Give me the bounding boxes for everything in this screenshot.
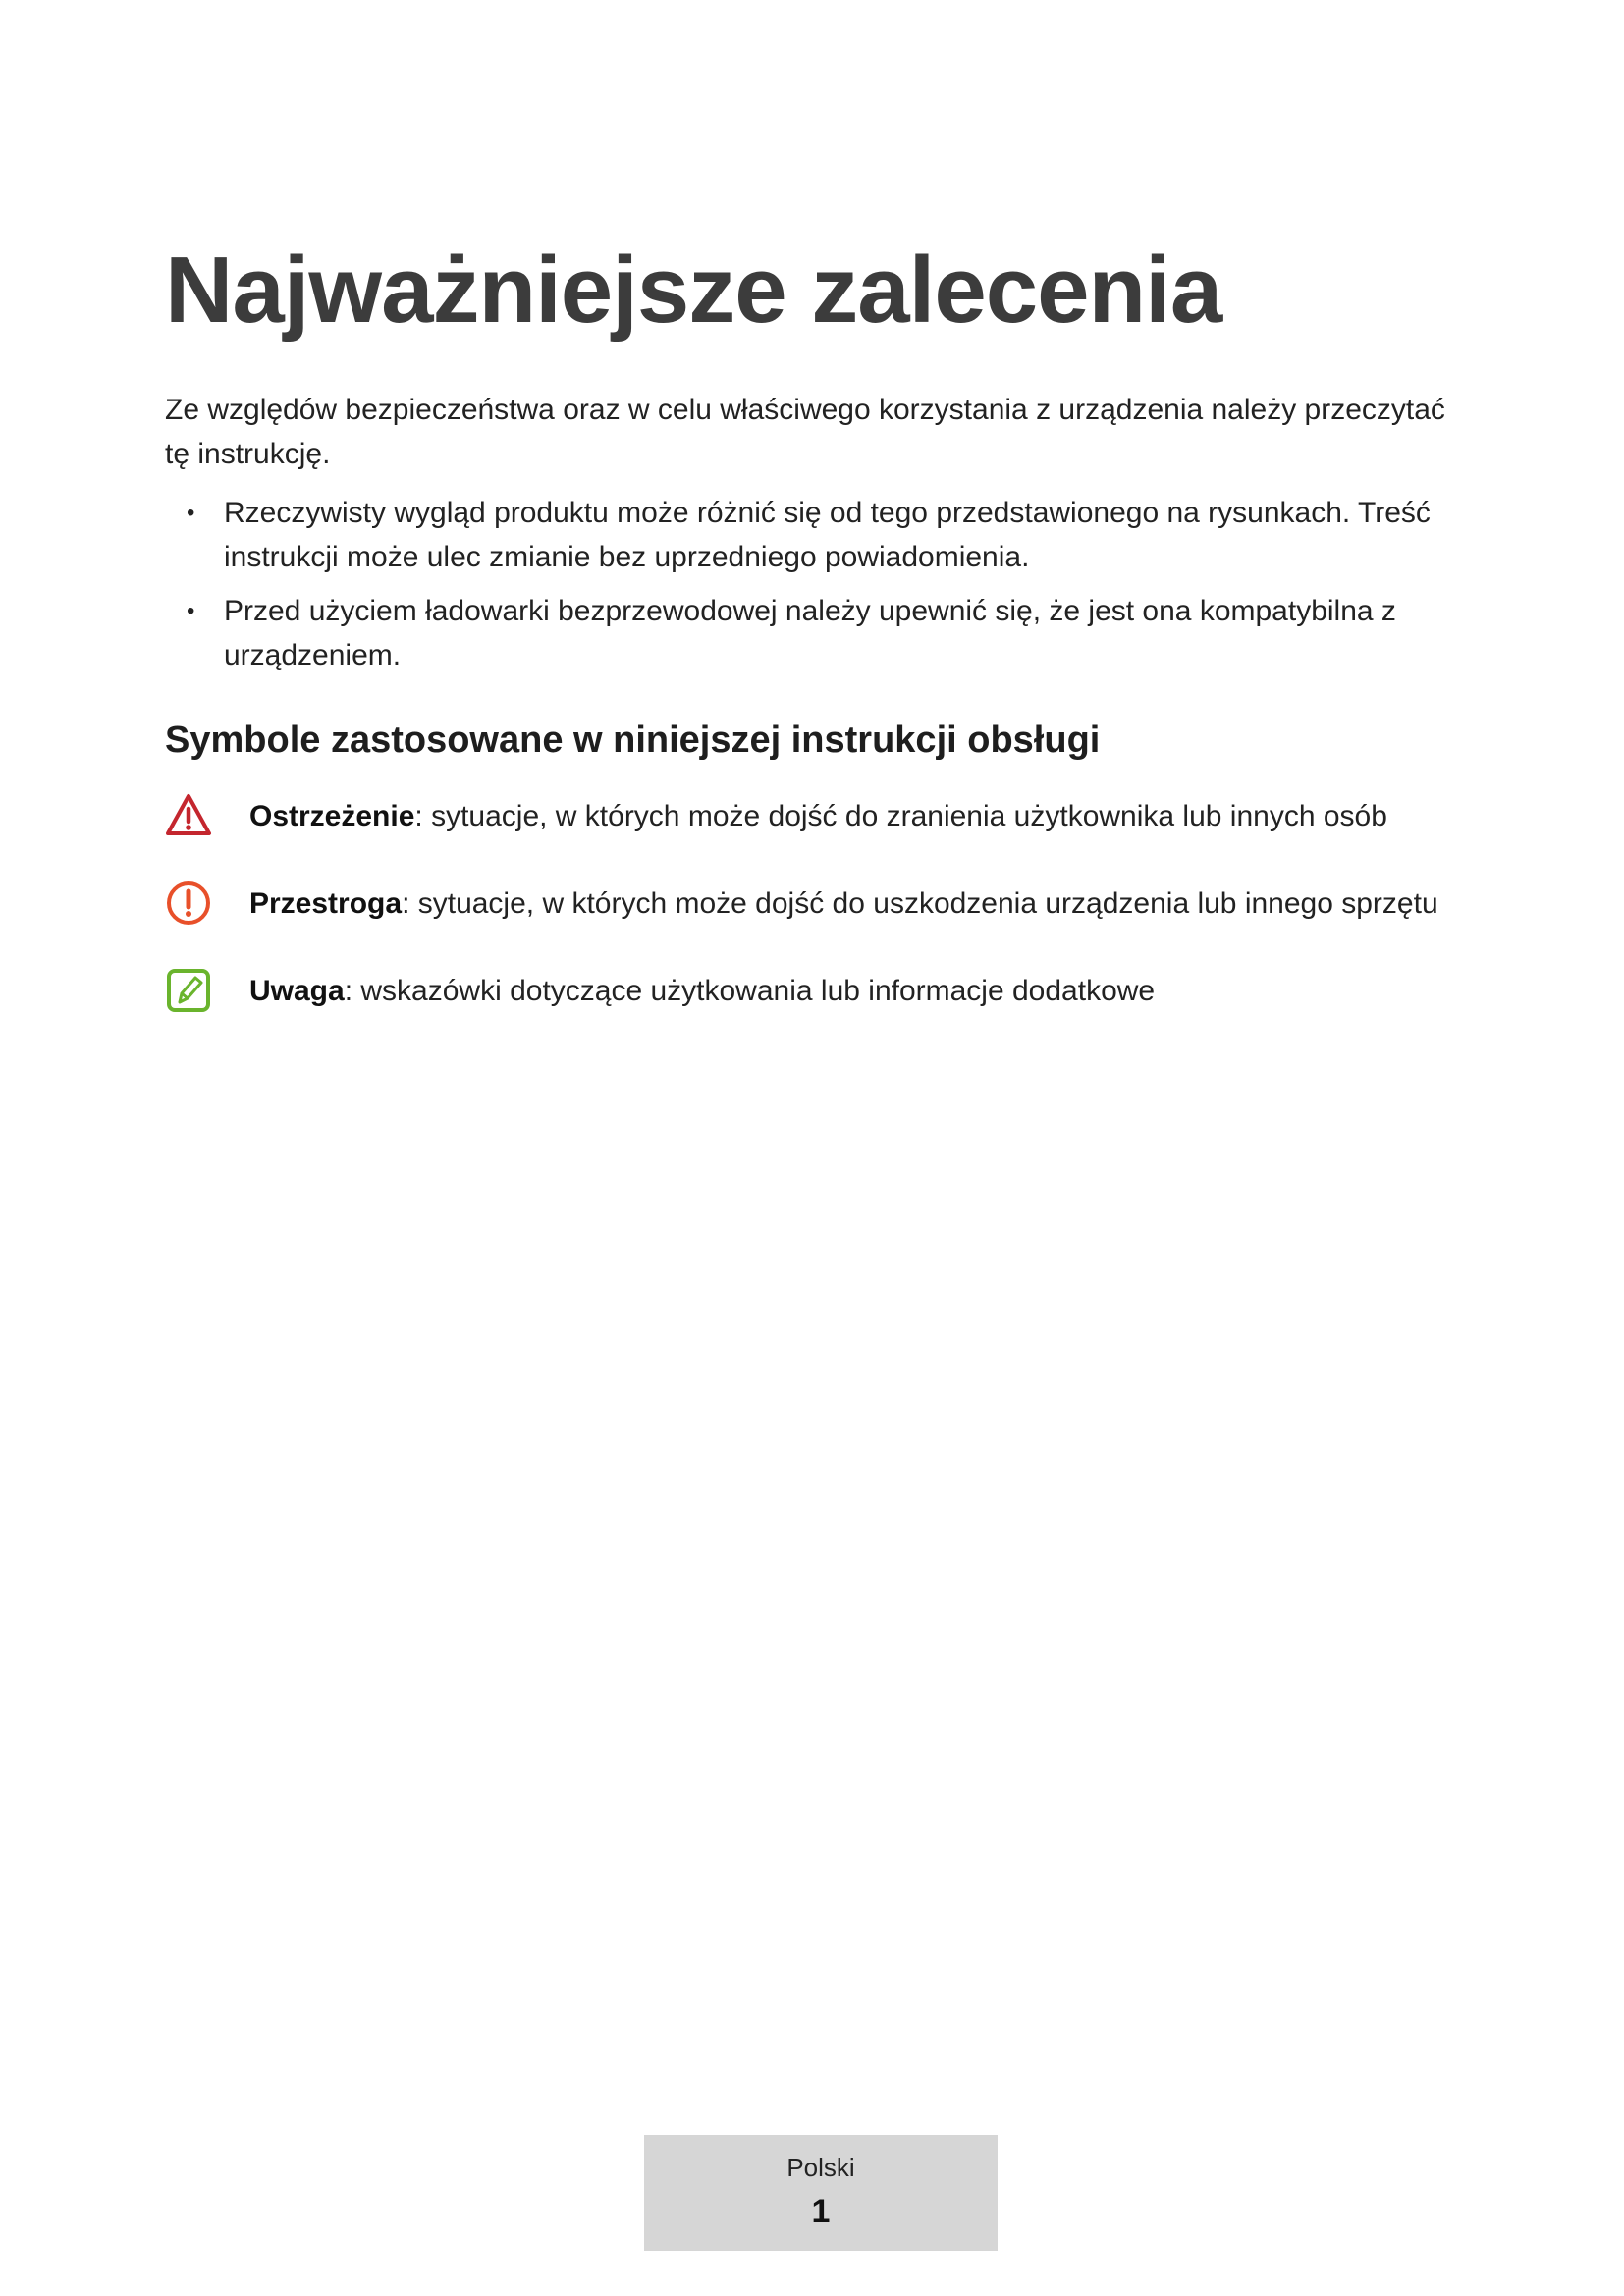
list-item <box>165 491 1471 579</box>
list-item <box>165 589 1471 677</box>
footer-language: Polski <box>786 2153 855 2182</box>
symbol-term: Przestroga <box>249 886 403 920</box>
symbol-row-warning <box>165 791 1387 840</box>
symbol-term: Ostrzeżenie <box>249 799 415 832</box>
caution-exclamation-icon <box>165 880 212 927</box>
symbol-description <box>249 881 1438 926</box>
list-item-text: Przed użyciem ładowarki bezprzewodowej należy upewnić się, że jest ona kompatybilna z urządzeniem. <box>224 595 1396 671</box>
symbol-row-note <box>165 966 1155 1015</box>
symbol-definition: : wskazówki dotyczące użytkowania lub informacje dodatkowe <box>344 974 1156 1007</box>
page-number: 1 <box>811 2193 831 2230</box>
symbol-term: Uwaga <box>249 974 345 1007</box>
bullet-dot: • <box>187 500 195 526</box>
bullet-dot: • <box>187 598 195 624</box>
section-heading: Symbole zastosowane w niniejszej instrukcji obsługi <box>165 720 1101 761</box>
notes-list <box>165 491 1471 687</box>
symbol-row-caution <box>165 879 1438 928</box>
note-pencil-icon <box>165 967 212 1014</box>
list-item-text: Rzeczywisty wygląd produktu może różnić się od tego przedstawionego na rysunkach. Treść instrukcji może ulec zmianie bez uprzedniego powiadomienia. <box>224 497 1431 573</box>
symbol-definition: : sytuacje, w których może dojść do zranienia użytkownika lub innych osób <box>414 799 1387 832</box>
page-title: Najważniejsze zalecenia <box>165 238 1222 343</box>
symbol-definition: : sytuacje, w których może dojść do uszkodzenia urządzenia lub innego sprzętu <box>402 886 1438 920</box>
symbol-description <box>249 969 1155 1013</box>
symbol-description <box>249 794 1387 838</box>
warning-triangle-icon <box>165 792 212 839</box>
page-footer <box>644 2135 998 2251</box>
intro-paragraph: Ze względów bezpieczeństwa oraz w celu właściwego korzystania z urządzenia należy przeczytać tę instrukcję. <box>165 394 1445 470</box>
